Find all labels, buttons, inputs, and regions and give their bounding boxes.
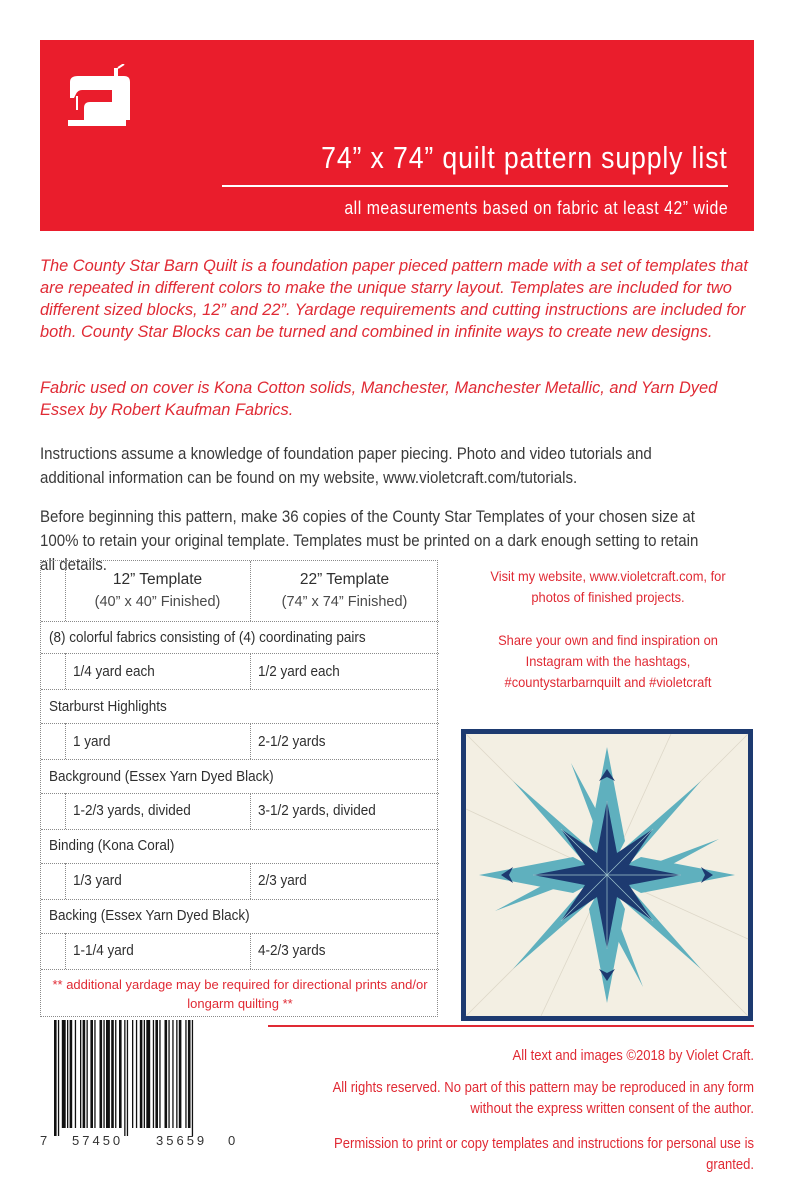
intro-paragraph: The County Star Barn Quilt is a foundation paper pieced pattern made with a set of templates that are repeated in different colors to make the unique starry layout. Templates are included for two different sized blocks, 12” and 22”. Yardage requirements and cutting instructions are included for both. County Star Blocks can be turned and combined in infinite ways to create new designs. xyxy=(40,257,748,341)
barcode-bar xyxy=(106,1020,110,1128)
copies-paragraph: Before beginning this pattern, make 36 copies of the County Star Templates of your chosen size at 100% to retain your original template. Templates must be printed on a dark enough setting to retain all details. xyxy=(40,508,699,574)
instagram-note: Share your own and find inspiration on Instagram with the hashtags, #countystarbarnquilt and #violetcraft xyxy=(498,632,718,690)
barcode-bar xyxy=(90,1020,93,1128)
fabric-credit-paragraph: Fabric used on cover is Kona Cotton solids, Manchester, Manchester Metallic, and Yarn Dyed Essex by Robert Kaufman Fabrics. xyxy=(40,379,718,419)
table-row-label: Background (Essex Yarn Dyed Black) xyxy=(49,768,274,785)
quilt-block-image xyxy=(461,729,753,1021)
barcode-bar xyxy=(111,1020,114,1128)
barcode-bar xyxy=(62,1020,66,1128)
table-row-label: Binding (Kona Coral) xyxy=(49,837,175,854)
copyright-text: All text and images ©2018 by Violet Craft. xyxy=(512,1048,754,1064)
permission-text: Permission to print or copy templates and instructions for personal use is granted. xyxy=(334,1136,754,1173)
rights-text: All rights reserved. No part of this pattern may be reproduced in any form without the express written consent of the author. xyxy=(332,1080,754,1117)
footer-divider xyxy=(268,1025,754,1027)
header-banner xyxy=(40,40,754,231)
barcode-bar xyxy=(124,1020,125,1136)
table-row-label: Starburst Highlights xyxy=(49,698,167,715)
barcode-bar xyxy=(185,1020,186,1128)
barcode-bar xyxy=(153,1020,154,1128)
barcode-digit: 7 xyxy=(40,1133,48,1148)
barcode-bar xyxy=(70,1020,73,1128)
barcode-bar xyxy=(54,1020,57,1136)
table-cell: 4-2/3 yards xyxy=(258,942,326,959)
col1-subtitle: (40” x 40” Finished) xyxy=(94,594,221,610)
barcode-bar xyxy=(100,1020,103,1128)
barcode-bar xyxy=(146,1020,150,1128)
barcode-bar xyxy=(127,1020,128,1136)
barcode-bar xyxy=(87,1020,88,1128)
supply-table xyxy=(40,560,438,1017)
table-cell: 1 yard xyxy=(73,733,111,750)
website-note: Visit my website, www.violetcraft.com, for photos of finished projects. xyxy=(490,568,726,605)
barcode-digits-right: 35659 xyxy=(156,1133,208,1148)
col2-subtitle: (74” x 74” Finished) xyxy=(281,594,408,610)
barcode-bar xyxy=(192,1020,193,1136)
barcode-bar xyxy=(132,1020,133,1128)
table-row-label: Backing (Essex Yarn Dyed Black) xyxy=(49,907,250,924)
yardage-note: ** additional yardage may be required for directional prints and/or longarm quilting ** xyxy=(52,977,428,1011)
barcode-bar xyxy=(94,1020,95,1128)
barcode-bar xyxy=(115,1020,116,1128)
table-row-label: (8) colorful fabrics consisting of (4) coordinating pairs xyxy=(49,629,366,646)
barcode-bar xyxy=(165,1020,168,1128)
table-cell: 1-1/4 yard xyxy=(73,942,134,959)
barcode-bar xyxy=(159,1020,160,1128)
table-cell: 1-2/3 yards, divided xyxy=(73,802,191,819)
barcode-digit: 0 xyxy=(228,1133,236,1148)
barcode-bar xyxy=(168,1020,169,1128)
header-subtitle: all measurements based on fabric at least 42” wide xyxy=(344,198,728,218)
barcode-bar xyxy=(176,1020,177,1128)
table-cell: 1/4 yard each xyxy=(73,663,155,680)
barcode-bar xyxy=(67,1020,68,1128)
col1-title: 12” Template xyxy=(112,571,203,588)
table-cell: 1/2 yard each xyxy=(258,663,340,680)
instructions-paragraph: Instructions assume a knowledge of foundation paper piecing. Photo and video tutorials and additional information can be found on my website, www.violetcraft.com/tutorials. xyxy=(40,445,652,487)
barcode-bar xyxy=(140,1020,143,1128)
barcode-digits-left: 57450 xyxy=(72,1133,124,1148)
barcode-bar xyxy=(188,1020,191,1128)
barcode-bar xyxy=(75,1020,76,1128)
barcode-image xyxy=(40,1020,236,1136)
col2-title: 22” Template xyxy=(299,571,390,588)
barcode-bar xyxy=(58,1020,59,1136)
barcode-bar xyxy=(80,1020,81,1128)
sewing-machine-icon xyxy=(66,64,136,126)
barcode-bar xyxy=(144,1020,145,1128)
header-divider xyxy=(222,185,728,187)
barcode-bar xyxy=(172,1020,173,1128)
barcode-bar xyxy=(119,1020,122,1128)
barcode-bar xyxy=(179,1020,182,1128)
barcode-bar xyxy=(136,1020,137,1128)
barcode-bar xyxy=(103,1020,104,1128)
table-cell: 2/3 yard xyxy=(258,872,307,889)
barcode-bar xyxy=(155,1020,158,1128)
table-cell: 2-1/2 yards xyxy=(258,733,326,750)
table-cell: 1/3 yard xyxy=(73,872,122,889)
barcode-bar xyxy=(83,1020,86,1128)
header-title: 74” x 74” quilt pattern supply list xyxy=(321,140,728,175)
table-cell: 3-1/2 yards, divided xyxy=(258,802,376,819)
